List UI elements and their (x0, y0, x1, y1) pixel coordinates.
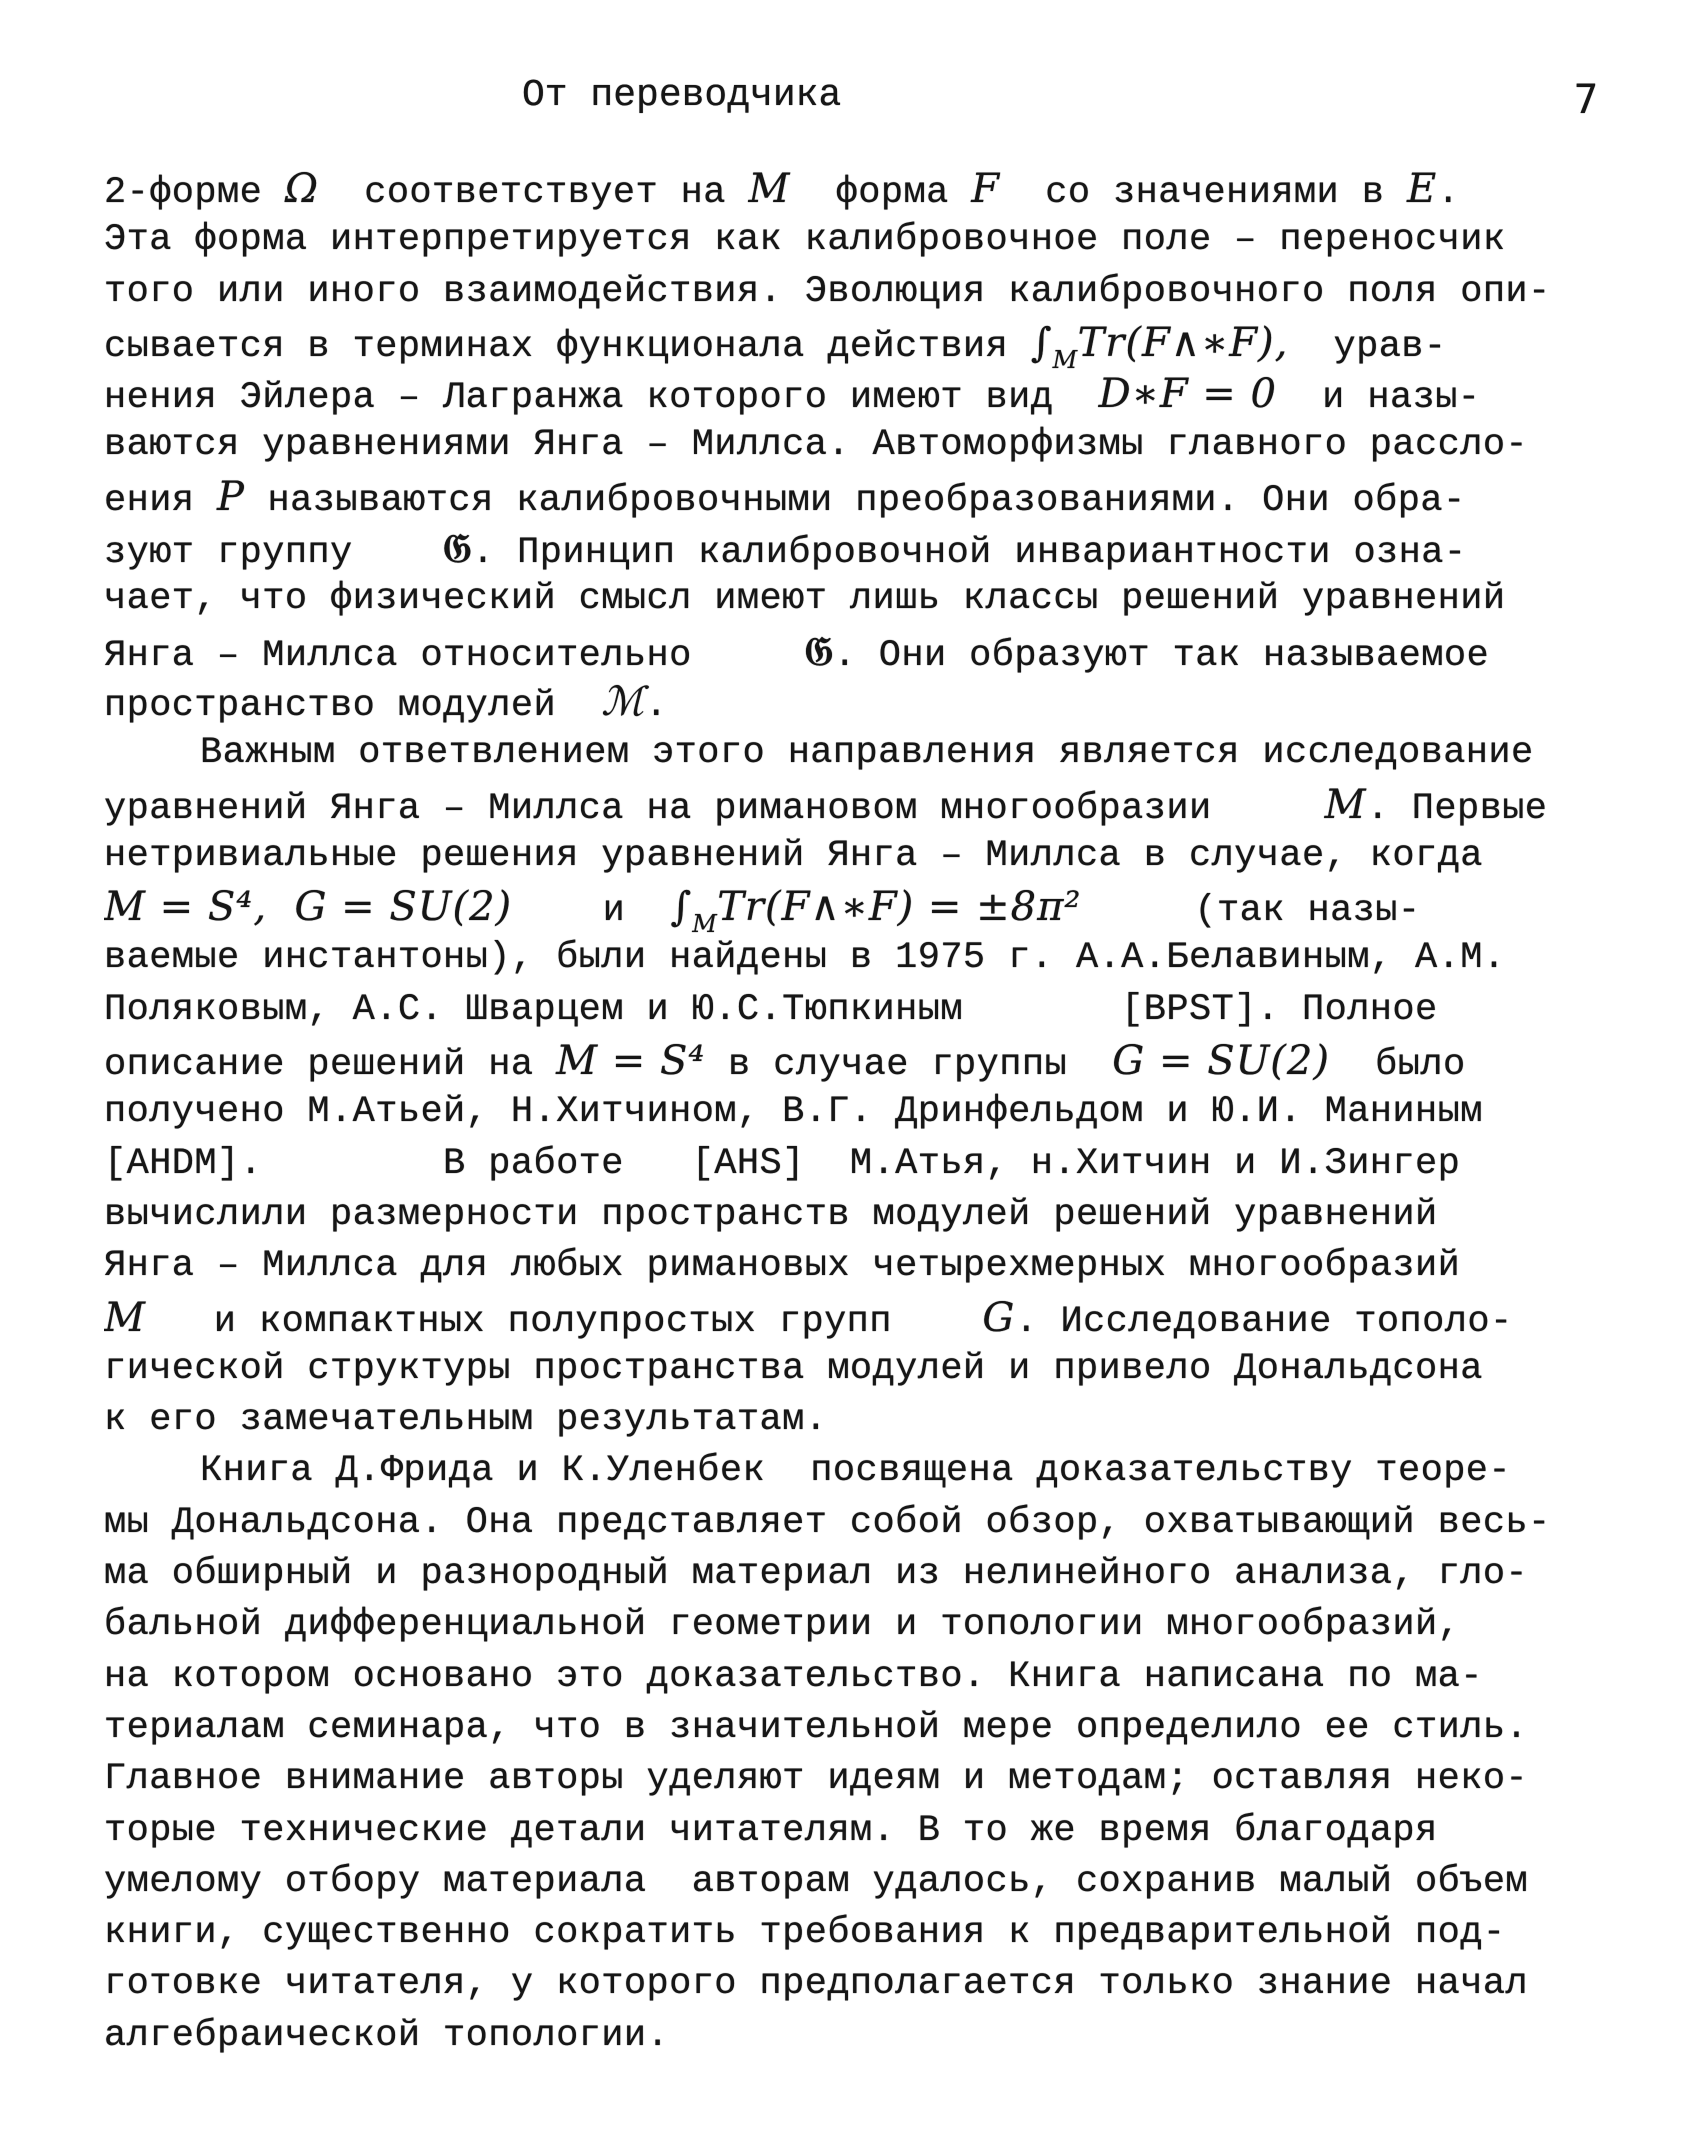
text-segment: [AHDM]. В работе [AHS] М.Атья, н.Хитчин и И.Зингер (104, 1142, 1461, 1185)
body-line (104, 1959, 1624, 2010)
math-segment: M (104, 1294, 146, 1341)
body-line (104, 677, 1624, 728)
math-segment: G (982, 1294, 1016, 1341)
text-segment: алгебраической топологии. (104, 2014, 670, 2057)
body-line (104, 831, 1624, 882)
text-segment: вычислили размерности пространств модулей решений уравнений (104, 1193, 1438, 1236)
text-segment: со значениями в (1000, 172, 1407, 214)
text-segment: ваются уравнениями Янга – Миллса. Автоморфизмы главного рассло- (104, 424, 1529, 467)
paragraph (104, 164, 1624, 728)
math-segment: M (748, 166, 791, 212)
body-line (104, 420, 1624, 471)
body-line (104, 1446, 1624, 1497)
text-segment: 2-форме (104, 172, 285, 214)
body-line (104, 1908, 1624, 1959)
math-segment: G = SU(2) (1112, 1038, 1330, 1085)
text-segment: Важным ответвлением этого направления является исследование (200, 732, 1534, 775)
group-symbol: 𝔊 (443, 525, 472, 573)
body-line (104, 1190, 1624, 1241)
text-segment: на котором основано это доказательство. Книга написана по ма- (104, 1655, 1483, 1698)
body-line (104, 1549, 1624, 1600)
text-segment: того или иного взаимодействия. Эволюция калибровочного поля опи- (104, 270, 1551, 313)
body-line (104, 1806, 1624, 1857)
body-line (104, 728, 1624, 779)
text-segment: ваемые инстантоны), были найдены в 1975 г. А.А.Белавиным, А.М. (104, 937, 1506, 980)
text-segment: торые технические детали читателям. В то же время благодаря (104, 1809, 1438, 1852)
body-line (104, 1293, 1624, 1344)
body-line (104, 318, 1624, 369)
text-segment: нения Эйлера – Лагранжа которого имеют вид (104, 377, 1099, 420)
body-line (104, 1498, 1624, 1549)
text-segment: (так назы- (1081, 890, 1421, 933)
running-title: От переводчика (522, 74, 842, 117)
body-line (104, 626, 1624, 677)
text-segment: пространство модулей (104, 684, 602, 727)
math-segment: ∫ (670, 884, 693, 931)
text-segment: и компактных полупростых групп (145, 1300, 983, 1343)
text-segment: . (1437, 172, 1460, 214)
text-segment: форма (790, 172, 972, 214)
body-line (104, 267, 1624, 318)
body-line (104, 780, 1624, 831)
text-segment: готовке читателя, у которого предполагается только знание начал (104, 1963, 1529, 2006)
math-segment: D∗F = 0 (1098, 371, 1277, 418)
text-segment: Книга Д.Фрида и К.Уленбек посвящена доказательству теоре- (200, 1450, 1512, 1493)
text-segment: . Принцип калибровочной инвариантности озна- (471, 532, 1467, 575)
paragraph (104, 1446, 1624, 2062)
text-segment: Главное внимание авторы уделяют идеям и методам; оставляя неко- (104, 1758, 1529, 1801)
math-segment: E (1406, 166, 1438, 212)
body-line (104, 1857, 1624, 1908)
body-line (104, 933, 1624, 984)
math-segment: F (971, 166, 1001, 212)
page-number: 7 (1574, 77, 1599, 123)
text-segment: умелому отбору материала авторам удалось, сохранив малый объем (104, 1860, 1529, 1903)
text-segment: и (512, 890, 671, 933)
body-line (104, 215, 1624, 266)
body-line (104, 882, 1624, 933)
body-line (104, 369, 1624, 420)
text-segment: нетривиальные решения уравнений Янга – Миллса в случае, когда (104, 834, 1483, 877)
body-line (104, 1754, 1624, 1805)
math-subscript: M (1052, 345, 1078, 370)
math-segment: P (217, 473, 245, 520)
text-segment: . Первые (1366, 787, 1548, 830)
body-line (104, 1395, 1624, 1446)
text-segment: соответствует на (319, 172, 749, 214)
body-line (104, 985, 1624, 1036)
text-segment: уравнений Янга – Миллса на римановом многообразии (104, 787, 1325, 830)
text-segment: Эта форма интерпретируется как калибровочное поле – переносчик (104, 219, 1506, 262)
body-line (104, 1139, 1624, 1190)
text-segment: мы Дональдсона. Она представляет собой обзор, охватывающий весь- (104, 1501, 1551, 1544)
text-segment: называются калибровочными преобразованиями. Они обра- (244, 479, 1466, 522)
text-segment: ения (104, 479, 218, 522)
text-segment: зуют группу (104, 532, 444, 575)
body-line (104, 1652, 1624, 1703)
text-segment: гической структуры пространства модулей и привело Дональдсона (104, 1347, 1483, 1390)
text-segment: описание решений на (104, 1044, 557, 1087)
text-segment: . Они образуют так называемое (833, 634, 1490, 677)
text-segment: Янга – Миллса относительно (104, 634, 805, 677)
math-segment: ℳ (601, 678, 646, 725)
text-segment: сывается в терминах функционала действия (104, 325, 1031, 368)
body-line (104, 2011, 1624, 2062)
text-segment: ма обширный и разнородный материал из нелинейного анализа, гло- (104, 1553, 1529, 1596)
text-segment: Янга – Миллса для любых римановых четырехмерных многообразий (104, 1245, 1461, 1288)
math-segment: M = S⁴ (556, 1038, 706, 1085)
paragraph (104, 728, 1624, 1446)
text-segment: бальной дифференциальной геометрии и топологии многообразий, (104, 1604, 1461, 1647)
text-segment: Поляковым, А.С. Шварцем и Ю.С.Тюпкиным [BPST]. Полное (104, 988, 1438, 1031)
body-line (104, 1241, 1624, 1292)
body-line (104, 1703, 1624, 1754)
text-segment: . Исследование тополо- (1015, 1300, 1513, 1343)
body-line (104, 1036, 1624, 1087)
text-segment: и назы- (1276, 377, 1481, 420)
text-segment: в случае группы (705, 1044, 1113, 1087)
body-line (104, 1344, 1624, 1395)
text-segment: получено М.Атьей, Н.Хитчином, В.Г. Дринфельдом и Ю.И. Маниным (104, 1091, 1483, 1134)
text-segment: было (1329, 1044, 1466, 1087)
text-segment: урав- (1288, 325, 1447, 368)
text-segment: териалам семинара, что в значительной мере определило ее стиль. (104, 1706, 1529, 1749)
body-line (104, 523, 1624, 574)
page-header (0, 66, 1690, 126)
math-segment: Ω (284, 166, 320, 212)
body-line (104, 1087, 1624, 1138)
text-segment: . (645, 684, 668, 727)
text-segment: к его замечательным результатам. (104, 1399, 828, 1442)
math-segment: Tr(F∧∗F) = ±8π² (717, 884, 1082, 931)
math-segment: Tr(F∧∗F), (1077, 319, 1289, 366)
body-line (104, 574, 1624, 625)
math-subscript: M (692, 910, 718, 934)
math-segment: ∫ (1030, 319, 1053, 366)
group-symbol: 𝔊 (804, 627, 834, 675)
body-line (104, 472, 1624, 523)
body-line (104, 1600, 1624, 1651)
text-segment: книги, существенно сократить требования к предварительной под- (104, 1912, 1506, 1955)
body-text (104, 164, 1624, 2062)
math-segment: M (1324, 781, 1367, 828)
body-line (104, 164, 1624, 215)
text-segment: чает, что физический смысл имеют лишь классы решений уравнений (104, 578, 1506, 621)
math-segment: M = S⁴, G = SU(2) (104, 884, 513, 931)
